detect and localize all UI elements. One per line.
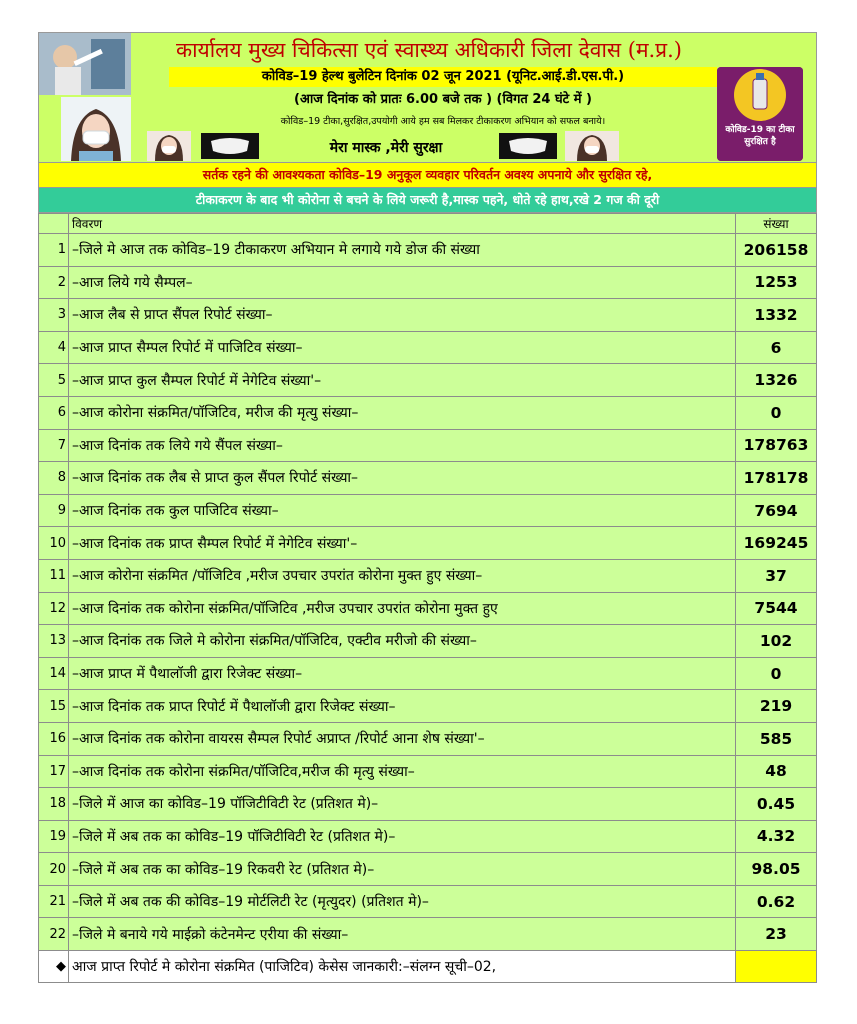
badge-caption: कोविड-19 का टीका सुरक्षित है xyxy=(725,125,795,147)
row-description: –आज प्राप्त कुल सैम्पल रिपोर्ट में नेगेटिव संख्या'– xyxy=(69,364,736,397)
row-number: 1 xyxy=(39,234,69,267)
row-number: 2 xyxy=(39,266,69,299)
row-description: –जिले में अब तक का कोविड–19 रिकवरी रेट (प्रतिशत मे)– xyxy=(69,853,736,886)
row-description: –आज दिनांक तक जिले मे कोरोना संक्रमित/पॉजिटिव, एक्टीव मरीजो की संख्या– xyxy=(69,625,736,658)
row-number: 6 xyxy=(39,396,69,429)
row-value: 585 xyxy=(736,722,817,755)
row-value: 1332 xyxy=(736,299,817,332)
face-mask-icon xyxy=(201,133,259,159)
row-value: 1326 xyxy=(736,364,817,397)
row-value: 37 xyxy=(736,559,817,592)
table-row xyxy=(39,788,817,821)
table-row xyxy=(39,820,817,853)
row-number: 4 xyxy=(39,331,69,364)
row-number: 13 xyxy=(39,625,69,658)
masked-girl-small-illustration xyxy=(147,131,191,161)
row-value: 169245 xyxy=(736,527,817,560)
table-row xyxy=(39,299,817,332)
row-value: 102 xyxy=(736,625,817,658)
row-number: 15 xyxy=(39,690,69,723)
value-header: संख्या xyxy=(736,214,817,234)
vaccination-appeal: कोविड–19 टीका,सुरक्षित,उपयोगी आये हम सब मिलकर टीकाकरण अभियान को सफल बनाये। xyxy=(280,116,606,127)
row-description: –आज प्राप्त सैम्पल रिपोर्ट में पाजिटिव संख्या– xyxy=(69,331,736,364)
table-row xyxy=(39,429,817,462)
table-row xyxy=(39,396,817,429)
table-row xyxy=(39,266,817,299)
row-number: 8 xyxy=(39,462,69,495)
row-description: –आज प्राप्त में पैथालॉजी द्वारा रिजेक्ट संख्या– xyxy=(69,657,736,690)
row-number: 10 xyxy=(39,527,69,560)
row-value: 98.05 xyxy=(736,853,817,886)
vaccine-safe-badge xyxy=(717,67,803,161)
row-description: –आज दिनांक तक कोरोना संक्रमित/पॉजिटिव,मरीज की मृत्यु संख्या– xyxy=(69,755,736,788)
row-number: 22 xyxy=(39,918,69,951)
row-description: –आज लिये गये सैम्पल– xyxy=(69,266,736,299)
row-description: –जिले मे आज तक कोविड–19 टीकाकरण अभियान मे लगाये गये डोज की संख्या xyxy=(69,234,736,267)
table-row xyxy=(39,690,817,723)
row-value: 6 xyxy=(736,331,817,364)
table-row xyxy=(39,527,817,560)
row-description: –जिले में अब तक का कोविड–19 पॉजिटीविटी रेट (प्रतिशत मे)– xyxy=(69,820,736,853)
table-row xyxy=(39,657,817,690)
table-row xyxy=(39,625,817,658)
row-description: –आज लैब से प्राप्त सैंपल रिपोर्ट संख्या– xyxy=(69,299,736,332)
time-note: (आज दिनांक को प्रातः 6.00 बजे तक ) (विगत 24 घंटे में ) xyxy=(294,92,592,107)
table-row xyxy=(39,755,817,788)
row-number: 3 xyxy=(39,299,69,332)
statistics-table xyxy=(38,213,817,983)
row-description: –आज कोरोना संक्रमित/पॉजिटिव, मरीज की मृत्यु संख्या– xyxy=(69,396,736,429)
row-value: 23 xyxy=(736,918,817,951)
row-description: –आज दिनांक तक कोरोना वायरस सैम्पल रिपोर्ट अप्राप्त /रिपोर्ट आना शेष संख्या'– xyxy=(69,722,736,755)
table-row xyxy=(39,559,817,592)
vaccination-photo xyxy=(39,33,131,95)
row-description: –आज दिनांक तक लैब से प्राप्त कुल सैंपल रिपोर्ट संख्या– xyxy=(69,462,736,495)
row-number: 17 xyxy=(39,755,69,788)
row-value: 0.62 xyxy=(736,885,817,918)
row-value: 4.32 xyxy=(736,820,817,853)
row-value: 206158 xyxy=(736,234,817,267)
table-row xyxy=(39,331,817,364)
table-row xyxy=(39,885,817,918)
row-description: –जिले में अब तक की कोविड–19 मोर्टलिटी रेट (मृत्युदर) (प्रतिशत मे)– xyxy=(69,885,736,918)
row-number: 18 xyxy=(39,788,69,821)
row-value: 178178 xyxy=(736,462,817,495)
row-number: 19 xyxy=(39,820,69,853)
row-description: –आज दिनांक तक प्राप्त सैम्पल रिपोर्ट में नेगेटिव संख्या'– xyxy=(69,527,736,560)
row-description: –आज कोरोना संक्रमित /पॉजिटिव ,मरीज उपचार उपरांत कोरोना मुक्त हुए संख्या– xyxy=(69,559,736,592)
health-bulletin-sheet xyxy=(38,32,817,983)
row-value: 48 xyxy=(736,755,817,788)
row-number: 11 xyxy=(39,559,69,592)
row-value: 0 xyxy=(736,657,817,690)
row-description: –आज दिनांक तक प्राप्त रिपोर्ट में पैथालॉजी द्वारा रिजेक्ट संख्या– xyxy=(69,690,736,723)
row-value: 7544 xyxy=(736,592,817,625)
row-description: –आज दिनांक तक कुल पाजिटिव संख्या– xyxy=(69,494,736,527)
row-number: 12 xyxy=(39,592,69,625)
table-header-row xyxy=(39,214,817,234)
table-row xyxy=(39,918,817,951)
row-description: –जिले मे बनाये गये माईक्रो कंटेनमेन्ट एरीया की संख्या– xyxy=(69,918,736,951)
bulletin-date-line: कोविड–19 हेल्थ बुलेटिन दिनांक 02 जून 2021 (यूनिट.आई.डी.एस.पी.) xyxy=(169,67,717,87)
office-title: कार्यालय मुख्य चिकित्सा एवं स्वास्थ्य अधिकारी जिला देवास (म.प्र.) xyxy=(175,38,682,62)
row-description: –आज दिनांक तक लिये गये सैंपल संख्या– xyxy=(69,429,736,462)
mask-slogan: मेरा मास्क ,मेरी सुरक्षा xyxy=(329,140,443,156)
row-description: –आज दिनांक तक कोरोना संक्रमित/पॉजिटिव ,मरीज उपचार उपरांत कोरोना मुक्त हुए xyxy=(69,592,736,625)
row-number: 20 xyxy=(39,853,69,886)
table-row xyxy=(39,722,817,755)
caution-banner: सर्तक रहने की आवश्यकता कोविड–19 अनुकूल व्यवहार परिवर्तन अवश्य अपनाये और सुरक्षित रहे, xyxy=(38,163,817,188)
post-vaccination-banner: टीकाकरण के बाद भी कोरोना से बचने के लिये जरूरी है,मास्क पहने, धोते रहे हाथ,रखे 2 गज की दूरी xyxy=(38,188,817,213)
table-row xyxy=(39,462,817,495)
row-value: 178763 xyxy=(736,429,817,462)
table-row xyxy=(39,853,817,886)
table-row xyxy=(39,592,817,625)
row-number: 14 xyxy=(39,657,69,690)
bulletin-header xyxy=(38,32,817,163)
row-number: 9 xyxy=(39,494,69,527)
masked-girl-illustration xyxy=(61,97,131,161)
row-value: 0.45 xyxy=(736,788,817,821)
highlight-cell xyxy=(736,951,817,983)
row-number: 21 xyxy=(39,885,69,918)
row-value: 0 xyxy=(736,396,817,429)
serial-header-cell xyxy=(39,214,69,234)
table-row xyxy=(39,364,817,397)
masked-girl-small-illustration xyxy=(565,131,619,161)
row-number: 16 xyxy=(39,722,69,755)
row-value: 219 xyxy=(736,690,817,723)
bullet-diamond-icon: ◆ xyxy=(39,951,69,983)
positive-cases-note: आज प्राप्त रिपोर्ट मे कोरोना संक्रमित (पाजिटिव) केसेस जानकारी:–संलग्न सूची–02, xyxy=(69,951,736,983)
table-row xyxy=(39,494,817,527)
description-header: विवरण xyxy=(69,214,736,234)
row-number: 7 xyxy=(39,429,69,462)
row-description: –जिले में आज का कोविड–19 पॉजिटीविटी रेट (प्रतिशत मे)– xyxy=(69,788,736,821)
table-row xyxy=(39,234,817,267)
row-value: 7694 xyxy=(736,494,817,527)
row-value: 1253 xyxy=(736,266,817,299)
row-number: 5 xyxy=(39,364,69,397)
table-footer-row xyxy=(39,951,817,983)
